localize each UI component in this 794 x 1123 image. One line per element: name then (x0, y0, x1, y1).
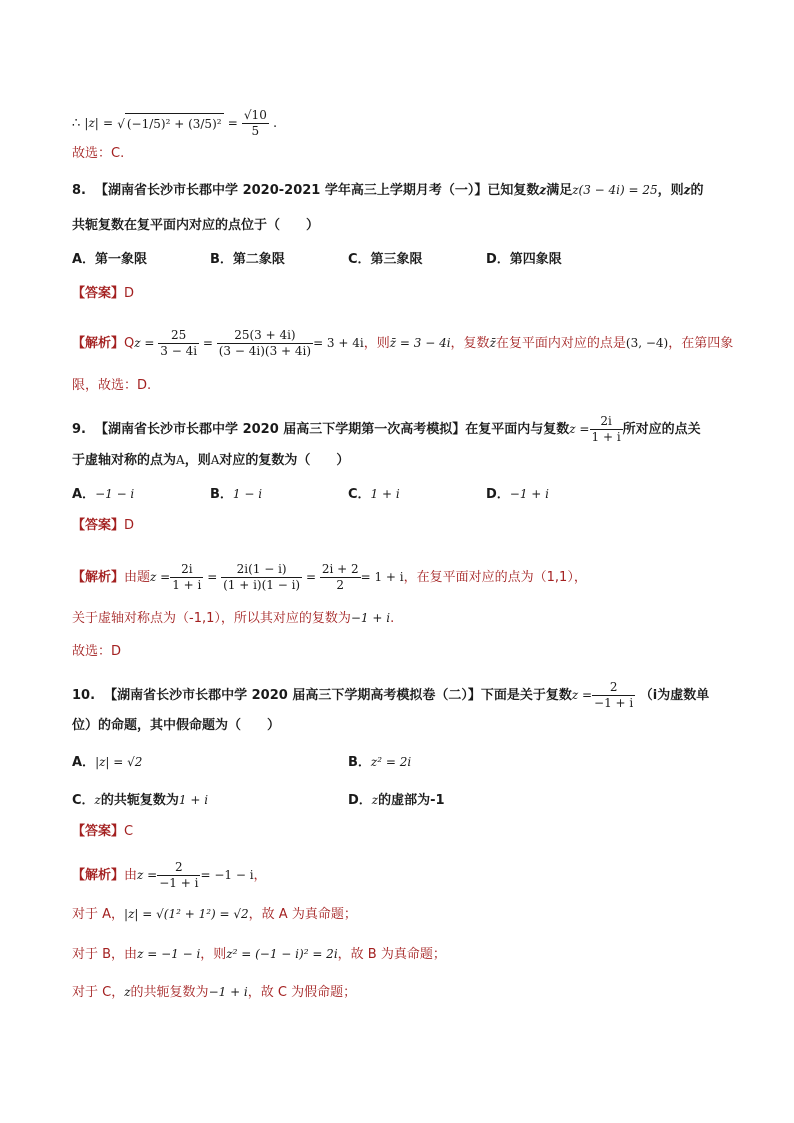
q8-option-d: D．第四象限 (486, 252, 562, 267)
q8-stem: 8. 【湖南省长沙市长郡中学 2020-2021 学年高三上学期月考（一）】已知复数z满足z(3 − 4i) = 25，则z的 (72, 183, 704, 198)
q9-analysis: 【解析】由题z = $\frac{2i}{1 + i}$ = $\frac{2i(1 - i)}{(1 + i)(1 - i)}$ = $\frac{2i + 2}{2}$ = 1 + i，在复平面对应的点为（1,1）， (72, 562, 587, 592)
q10-option-d: D．z的虚部为-1 (348, 793, 445, 808)
q10-source: 【湖南省长沙市长郡中学 2020 届高三下学期高考模拟卷（二）】 (104, 688, 481, 703)
q9-analysis-line2: 关于虚轴对称点为（-1,1），所以其对应的复数为−1 + i. (72, 611, 395, 626)
q9-stem: 9. 【湖南省长沙市长郡中学 2020 届高三下学期第一次高考模拟】在复平面内与复数z = $\frac{2i}{1 + i}$ 所对应的点关 (72, 414, 701, 444)
prev-conclusion: 故选：C. (72, 146, 125, 161)
q10-options-row1 (72, 752, 411, 773)
q10-analysis-a: 对于 A，|z| = √(1² + 1²) = √2，故 A 为真命题； (72, 907, 357, 922)
q10-fraction: $\frac{2}{-1 + i}$ (159, 860, 199, 890)
q8-analysis: 【解析】Qz = $\frac{25}{3 - 4i}$ = $\frac{25(3 + 4i)}{(3 - 4i)(3 + 4i)}$ = 3 + 4i，则z̄ = 3 − 4i，复数z̄在复平面内对应的点是(3, −4)，在第四象 (72, 328, 734, 358)
q9-conclusion: 故选：D (72, 644, 122, 659)
q10-answer: 【答案】C (72, 824, 134, 839)
q8-stem-line2: 共轭复数在复平面内对应的点位于（ ） (72, 218, 320, 233)
q10-stem: 10. 【湖南省长沙市长郡中学 2020 届高三下学期高考模拟卷（二）】下面是关于复数z = $\frac{2}{-1 + i}$ （i为虚数单 (72, 680, 710, 710)
sqrt-expression: √ (−1/5)² + (3/5)² (117, 113, 223, 135)
q8-source: 【湖南省长沙市长郡中学 2020-2021 学年高三上学期月考（一）】 (95, 183, 488, 198)
q9-stem-fraction: $\frac{2i}{1 + i}$ (591, 414, 621, 444)
abs-z: |z| (84, 116, 99, 130)
q9-option-b: B．1 − i (210, 487, 263, 502)
q8-analysis-line2: 限，故选：D. (72, 378, 152, 393)
q9-answer: 【答案】D (72, 518, 135, 533)
q8-option-b: B．第二象限 (210, 252, 285, 267)
q9-options (72, 484, 549, 505)
q10-options-row2 (72, 790, 445, 811)
q10-option-b: B．z² = 2i (348, 755, 412, 770)
q9-fraction-3: $\frac{2i + 2}{2}$ (321, 562, 359, 592)
q10-option-c: C．z的共轭复数为1 + i (72, 793, 209, 808)
q10-analysis: 【解析】由z = $\frac{2}{-1 + i}$ = −1 − i， (72, 860, 267, 890)
result-fraction: $\frac{√10}{5}$ (243, 108, 267, 138)
q8-answer: 【答案】D (72, 286, 135, 301)
q9-fraction-2: $\frac{2i(1 - i)}{(1 + i)(1 - i)}$ (223, 562, 301, 592)
q9-option-c: C．1 + i (348, 487, 400, 502)
q10-option-a: A．|z| = √2 (72, 755, 143, 770)
q10-analysis-c: 对于 C，z的共轭复数为−1 + i，故 C 为假命题； (72, 985, 357, 1000)
q9-option-a: A．−1 − i (72, 487, 135, 502)
q8-fraction-1: $\frac{25}{3 - 4i}$ (160, 328, 198, 358)
q9-stem-line2: 于虚轴对称的点为A，则A对应的复数为（ ） (72, 453, 350, 468)
q8-options (72, 250, 562, 270)
q10-stem-fraction: $\frac{2}{-1 + i}$ (594, 680, 634, 710)
q9-option-d: D．−1 + i (486, 487, 550, 502)
q8-option-c: C．第三象限 (348, 252, 423, 267)
q10-analysis-b: 对于 B，由z = −1 − i，则z² = (−1 − i)² = 2i，故 B 为真命题； (72, 947, 446, 962)
q8-option-a: A．第一象限 (72, 252, 148, 267)
q8-fraction-2: $\frac{25(3 + 4i)}{(3 - 4i)(3 + 4i)}$ (218, 328, 312, 358)
q9-source: 【湖南省长沙市长郡中学 2020 届高三下学期第一次高考模拟】 (95, 422, 466, 437)
q10-stem-line2: 位）的命题，其中假命题为（ ） (72, 718, 281, 733)
abs-value-formula: ∴ |z| = √ (−1/5)² + (3/5)² = $\frac{√10}{5}$ . (72, 108, 278, 138)
q9-fraction-1: $\frac{2i}{1 + i}$ (172, 562, 202, 592)
